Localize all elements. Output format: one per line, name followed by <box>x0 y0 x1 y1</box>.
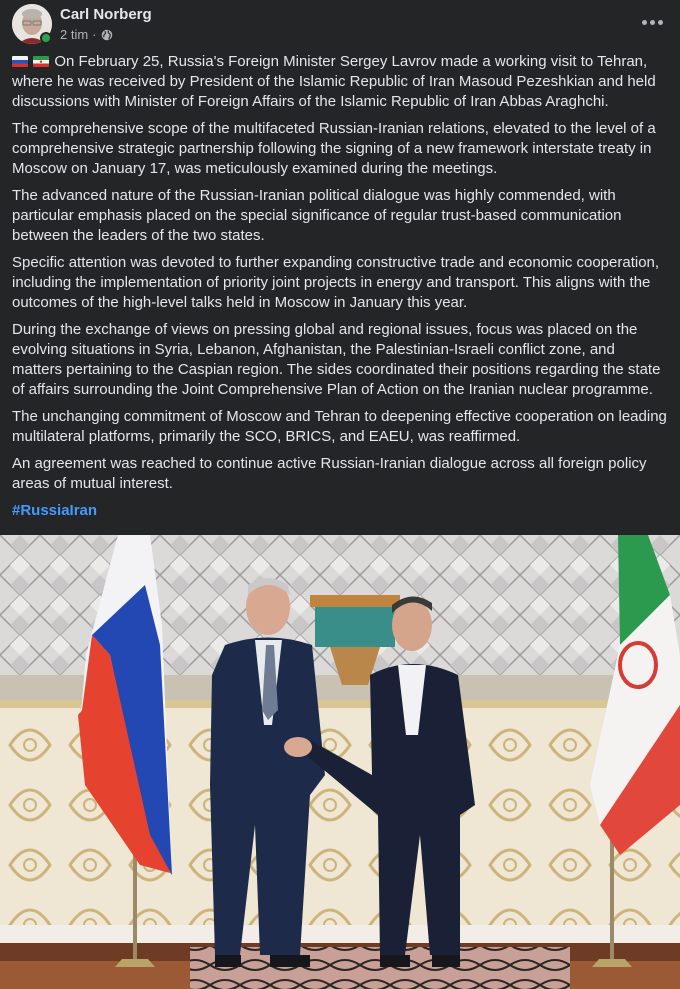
post-paragraph: An agreement was reached to continue active Russian-Iranian dialogue across all foreign policy areas of mutual interest. <box>12 455 647 492</box>
post-paragraph: The comprehensive scope of the multifaceted Russian-Iranian relations, elevated to the level of a comprehensive strategic partnership following the signing of a new framework interstate treaty in Moscow on January 17, was meticulously examined during the meetings. <box>12 120 656 177</box>
post-text <box>12 52 668 521</box>
more-horizontal-icon <box>642 20 647 25</box>
paragraph-text: On February 25, Russia's Foreign Minister Sergey Lavrov made a working visit to Tehran, where he was received by President of the Islamic Republic of Iran Masoud Pezeshkian and held discussions with Minister of Foreign Affairs of the Islamic Republic of Iran Abbas Araghchi. <box>12 53 656 110</box>
more-horizontal-icon <box>658 20 663 25</box>
online-status-indicator <box>40 32 52 44</box>
author-name[interactable]: Carl Norberg <box>60 6 152 23</box>
post-paragraph: The unchanging commitment of Moscow and Tehran to deepening effective cooperation on leading multilateral platforms, primarily the SCO, BRICS, and EAEU, was reaffirmed. <box>12 408 667 445</box>
post-meta <box>60 27 113 42</box>
globe-icon[interactable] <box>101 29 113 41</box>
flag-iran-icon <box>33 56 49 67</box>
post-photo[interactable] <box>0 535 680 989</box>
meta-separator: · <box>92 27 97 42</box>
hashtag-link[interactable]: #RussiaIran <box>12 502 98 519</box>
flag-russia-icon <box>12 56 28 67</box>
photo-image <box>0 535 680 989</box>
post-header <box>0 0 680 50</box>
more-options-button[interactable] <box>638 10 666 34</box>
post-paragraph: The advanced nature of the Russian-Iranian political dialogue was highly commended, with particular emphasis placed on the special significance of regular trust-based communication between the leaders of the two states. <box>12 187 622 244</box>
post-paragraph: Specific attention was devoted to further expanding constructive trade and economic cooperation, including the implementation of priority joint projects in energy and transport. This aligns with the outcomes of the high-level talks held in Moscow in January this year. <box>12 254 660 311</box>
post-paragraph <box>12 52 668 112</box>
post-timestamp[interactable]: 2 tim <box>60 27 89 42</box>
post-paragraph: During the exchange of views on pressing global and regional issues, focus was placed on the evolving situations in Syria, Lebanon, Afghanistan, the Palestinian-Israeli conflict zone, and matters pertaining to the Caspian region. The sides coordinated their positions regarding the state of affairs surrounding the Joint Comprehensive Plan of Action on the Iranian nuclear programme. <box>12 321 661 398</box>
more-horizontal-icon <box>650 20 655 25</box>
